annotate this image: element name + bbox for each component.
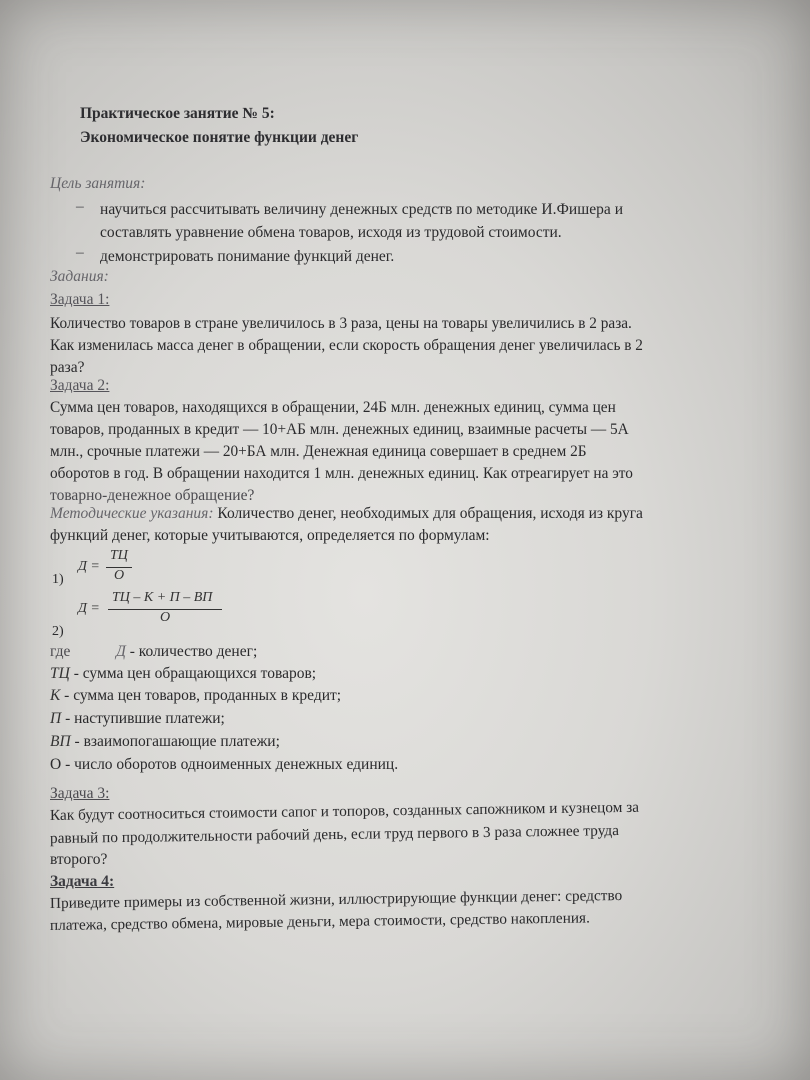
definition-6: О - число оборотов одноименных денежных единиц. [50, 756, 399, 773]
definition-2-symbol: ТЦ [50, 665, 70, 682]
task1-line-1: Количество товаров в стране увеличилось в 3 раза, цены на товары увеличились в 2 раза. [50, 315, 632, 332]
goal-heading: Цель занятия: [50, 175, 146, 192]
goal-item-1-line-2: составлять уравнение обмена товаров, исходя из трудовой стоимости. [100, 224, 562, 241]
formula-2-number: 2) [52, 624, 64, 639]
task2-line-4: оборотов в год. В обращении находится 1 млн. денежных единиц. Как отреагирует на это [50, 465, 633, 482]
definition-5: ВП - взаимопогашающие платежи; [50, 733, 280, 750]
definition-4-symbol: П [50, 710, 62, 727]
task3-line-1: Как будут соотноситься стоимости сапог и топоров, созданных сапожником и кузнецом за [49, 798, 640, 824]
task1-line-2: Как изменилась масса денег в обращении, если скорость обращения денег увеличилась в 2 [50, 337, 643, 354]
method-line [50, 504, 643, 524]
formula-1-number: 1) [52, 572, 64, 587]
definition-5-symbol: ВП [50, 733, 71, 750]
formula-2-denominator: О [160, 610, 171, 625]
formula-1-numerator: ТЦ [110, 548, 128, 563]
task2-line-2: товаров, проданных в кредит — 10+АБ млн. денежных единиц, взаимные расчеты — 5А [50, 421, 629, 438]
goal-item-1-line-1: научиться рассчитывать величину денежных средств по методике И.Фишера и [100, 201, 624, 218]
method-label: Методические указания: [50, 505, 214, 522]
definition-3-symbol: К [50, 687, 61, 704]
task3-line-3: второго? [50, 851, 108, 868]
task4-line-1: Приведите примеры из собственной жизни, иллюстрирующие функции денег: средство [49, 887, 623, 912]
definition-2: ТЦ - сумма цен обращающихся товаров; [50, 665, 317, 682]
task4-line-2: платежа, средство обмена, мировые деньги, мера стоимости, средство накопления. [49, 909, 590, 934]
goal-dash-2: – [76, 244, 84, 261]
title-line-2: Экономическое понятие функции денег [80, 129, 359, 146]
definition-1: Д - количество денег; [116, 643, 258, 660]
formula-1-denominator: О [114, 568, 125, 583]
task3-heading: Задача 3: [50, 785, 110, 802]
definition-1-symbol: Д [116, 643, 126, 660]
goal-dash-1: – [76, 198, 84, 215]
formula-2-lhs: Д = [78, 601, 100, 616]
where-word: где [50, 643, 71, 660]
task1-heading: Задача 1: [50, 291, 110, 308]
tasks-heading: Задания: [50, 268, 109, 285]
task4-heading: Задача 4: [50, 873, 115, 890]
formula-2-numerator: ТЦ – К + П – ВП [112, 590, 213, 605]
definition-3: К - сумма цен товаров, проданных в кредит; [50, 687, 342, 704]
task2-line-5: товарно-денежное обращение? [50, 487, 255, 504]
method-text: Количество денег, необходимых для обращения, исходя из круга [213, 505, 643, 522]
task2-line-1: Сумма цен товаров, находящихся в обращении, 24Б млн. денежных единиц, сумма цен [50, 399, 616, 416]
task2-line-7: функций денег, которые учитываются, определяется по формулам: [50, 527, 490, 544]
task2-line-3: млн., срочные платежи — 20+БА млн. Денежная единица совершает в среднем 2Б [50, 443, 587, 460]
task3-line-2: равный по продолжительности рабочий день, если труд первого в 3 раза сложнее труда [49, 822, 620, 847]
task1-line-3: раза? [50, 359, 85, 376]
task2-heading: Задача 2: [50, 377, 110, 394]
goal-item-2: демонстрировать понимание функций денег. [100, 248, 395, 265]
definition-4: П - наступившие платежи; [50, 710, 225, 727]
title-line-1: Практическое занятие № 5: [80, 105, 275, 122]
formula-1-lhs: Д = [78, 559, 100, 574]
formula-2 [78, 590, 248, 630]
formula-1 [78, 548, 148, 588]
